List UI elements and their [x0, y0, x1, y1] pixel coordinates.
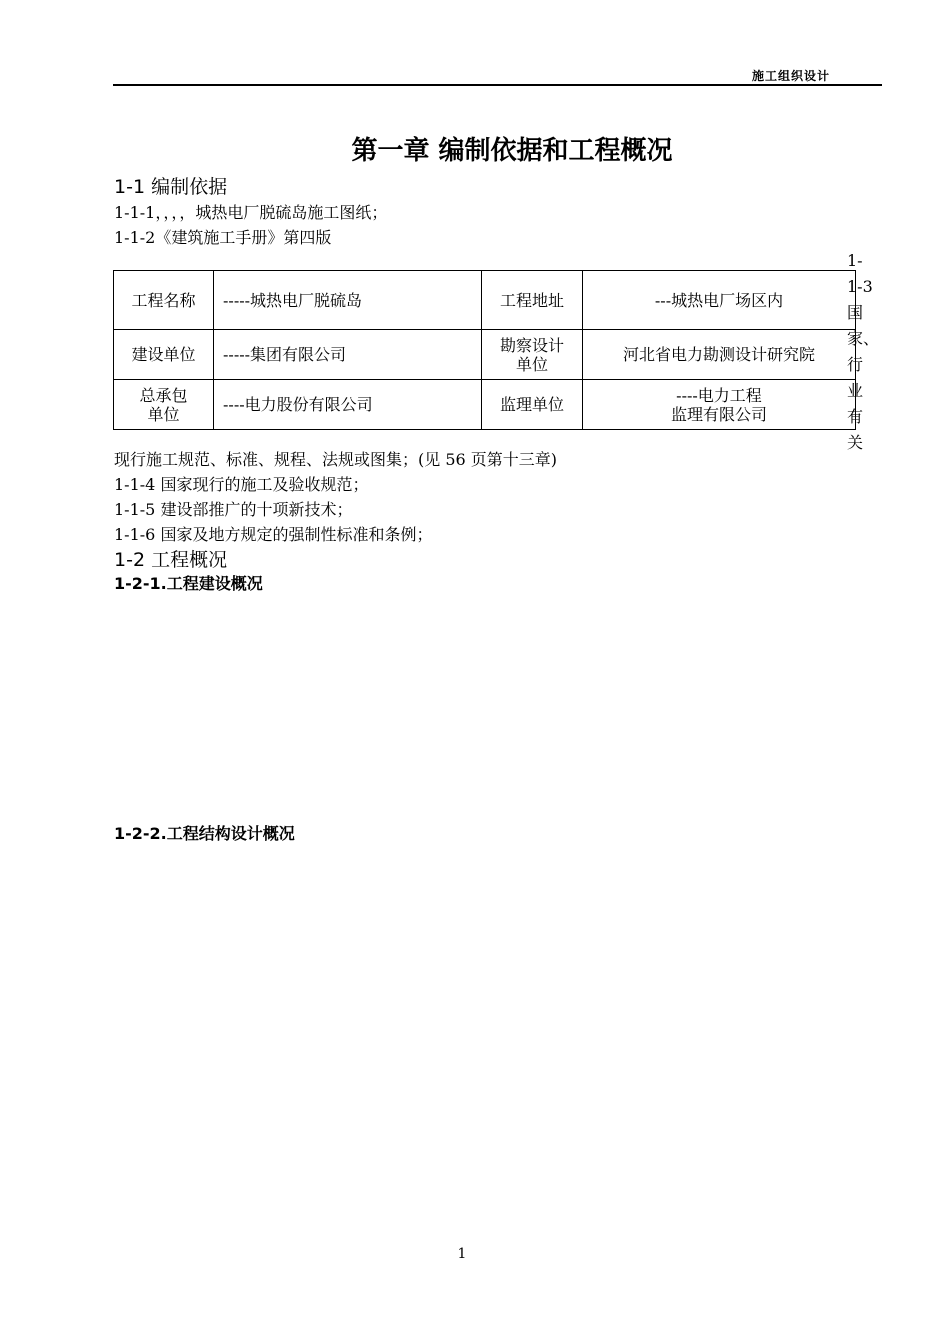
- basis-item-1: 1-1-1，，，，城热电厂脱硫岛施工图纸；: [114, 203, 388, 222]
- header-title: 施工组织设计: [751, 69, 830, 83]
- table-cell-value: -----城热电厂脱硫岛: [214, 271, 482, 330]
- table-cell-value: ----电力工程 监理有限公司: [583, 380, 856, 430]
- side-note-char: 行: [847, 355, 864, 374]
- page-number: 1: [457, 1246, 467, 1262]
- basis-item-2: 1-1-2《建筑施工手册》第四版: [114, 228, 332, 247]
- subsection-heading-1-2-2: 1-2-2.工程结构设计概况: [114, 824, 295, 843]
- table-row: [114, 330, 856, 380]
- table-cell-label: 工程地址: [482, 271, 583, 330]
- basis-item-6: 1-1-6 国家及地方规定的强制性标准和条例；: [114, 525, 433, 544]
- basis-item-4: 1-1-4 国家现行的施工及验收规范；: [114, 475, 369, 494]
- header-rule: [113, 84, 882, 86]
- side-note-char: 1-3: [847, 277, 873, 296]
- basis-item-5: 1-1-5 建设部推广的十项新技术；: [114, 500, 353, 519]
- section-heading-1-1: 1-1 编制依据: [114, 176, 228, 198]
- project-info-table: [113, 270, 856, 430]
- side-note-char: 关: [847, 433, 864, 452]
- basis-item-3-continuation: 现行施工规范、标准、规程、法规或图集；(见 56 页第十三章): [114, 450, 558, 469]
- subsection-heading-1-2-1: 1-2-1.工程建设概况: [114, 574, 263, 593]
- side-note-char: 家、: [847, 329, 880, 348]
- side-note-char: 国: [847, 303, 864, 322]
- section-heading-1-2: 1-2 工程概况: [114, 549, 228, 571]
- table-cell-label: 工程名称: [114, 271, 214, 330]
- chapter-title: 第一章 编制依据和工程概况: [351, 136, 673, 166]
- table-cell-label: 监理单位: [482, 380, 583, 430]
- table-cell-value: ----电力股份有限公司: [214, 380, 482, 430]
- side-note-char: 1-: [847, 251, 863, 270]
- table-cell-value: ---城热电厂场区内: [583, 271, 856, 330]
- side-note-char: 有: [847, 407, 864, 426]
- side-note-char: 业: [847, 381, 864, 400]
- table-cell-value: 河北省电力勘测设计研究院: [583, 330, 856, 380]
- table-row: [114, 380, 856, 430]
- table-cell-label: 总承包 单位: [114, 380, 214, 430]
- table-row: [114, 271, 856, 330]
- table-cell-label: 建设单位: [114, 330, 214, 380]
- table-cell-value: -----集团有限公司: [214, 330, 482, 380]
- table-cell-label: 勘察设计 单位: [482, 330, 583, 380]
